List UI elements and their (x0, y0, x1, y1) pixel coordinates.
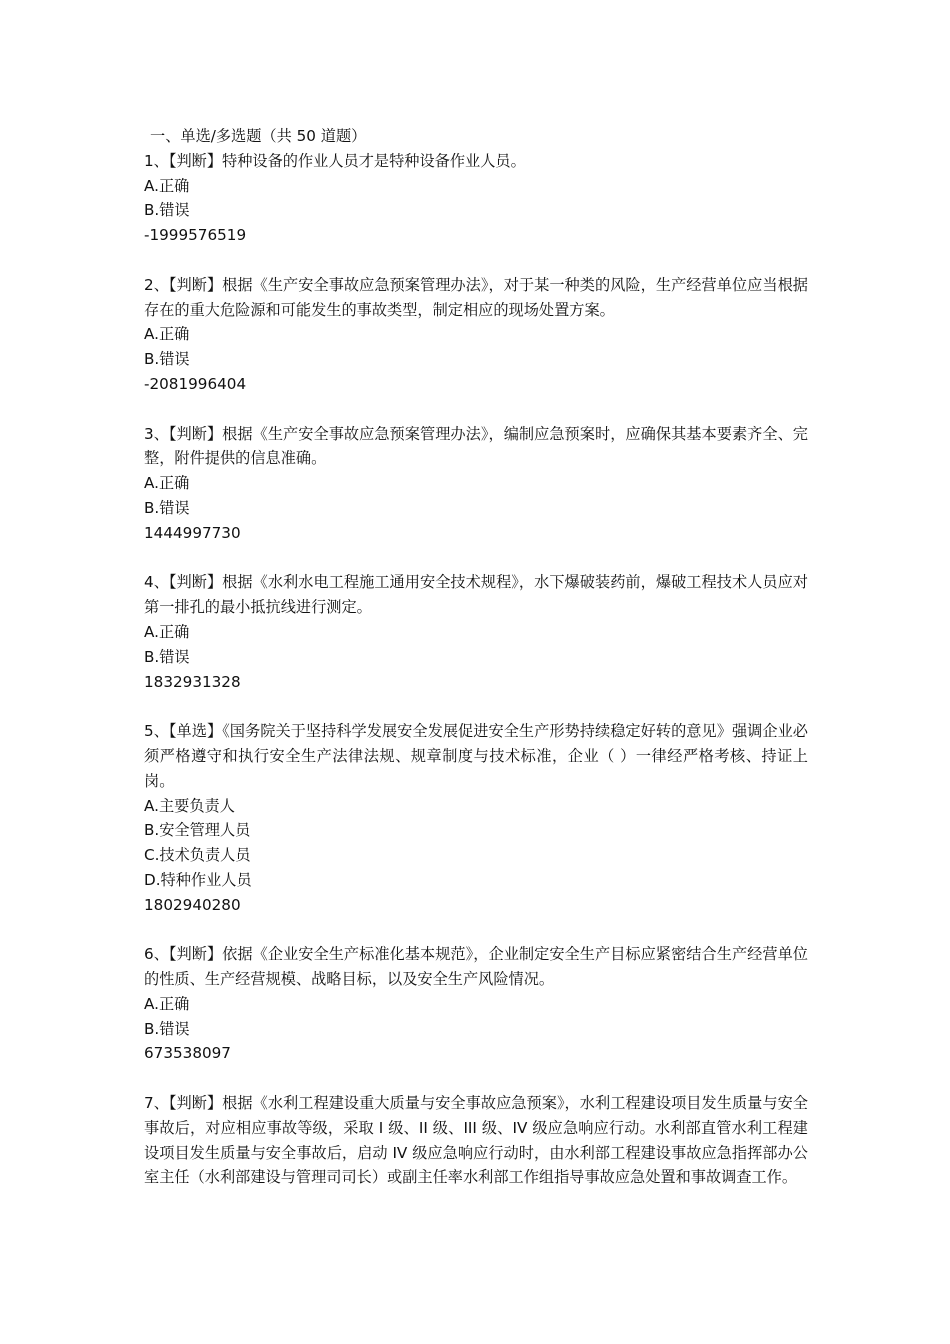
question-text: 7、【判断】根据《水利工程建设重大质量与安全事故应急预案》，水利工程建设项目发生质量与安全事故后，对应相应事故等级，采取 I 级、II 级、III 级、IV 级应急响应行动。水利部直管水利工程建设项目发生质量与安全事故后，启动 IV 级应急响应行动时，由水利部工程建设事故应急指挥部办公室主任（水利部建设与管理司司长）或副主任率水利部工作组指导事故应急处置和事故调查工作。 (144, 1094, 808, 1187)
option-b: B.安全管理人员 (144, 821, 251, 840)
question-text: 2、【判断】根据《生产安全事故应急预案管理办法》，对于某一种类的风险，生产经营单位应当根据存在的重大危险源和可能发生的事故类型，制定相应的现场处置方案。 (144, 275, 808, 319)
option-a: A.正确 (144, 325, 190, 344)
question-code: 1832931328 (144, 672, 241, 691)
document-body (144, 124, 808, 1215)
question-1 (144, 149, 808, 248)
question-text: 6、【判断】依据《企业安全生产标准化基本规范》，企业制定安全生产目标应紧密结合生产经营单位的性质、生产经营规模、战略目标，以及安全生产风险情况。 (144, 945, 808, 989)
option-b: B.错误 (144, 1019, 190, 1038)
question-text: 3、【判断】根据《生产安全事故应急预案管理办法》，编制应急预案时，应确保其基本要素齐全、完整，附件提供的信息准确。 (144, 424, 808, 468)
option-a: A.正确 (144, 474, 190, 493)
option-a: A.主要负责人 (144, 796, 235, 815)
question-3 (144, 422, 808, 546)
option-a: A.正确 (144, 176, 190, 195)
question-4 (144, 570, 808, 694)
option-a: A.正确 (144, 994, 190, 1013)
option-b: B.错误 (144, 647, 190, 666)
question-5 (144, 719, 808, 917)
question-code: -2081996404 (144, 374, 247, 393)
section-title: 一、单选/多选题（共 50 道题） (150, 127, 367, 145)
question-text: 5、【单选】《国务院关于坚持科学发展安全发展促进安全生产形势持续稳定好转的意见》强调企业必须严格遵守和执行安全生产法律法规、规章制度与技术标准，企业（ ）一律经严格考核、持证上岗。 (144, 722, 808, 790)
option-b: B.错误 (144, 350, 190, 369)
question-code: 673538097 (144, 1044, 231, 1063)
option-d: D.特种作业人员 (144, 870, 252, 889)
question-code: -1999576519 (144, 226, 247, 245)
question-text: 1、【判断】特种设备的作业人员才是特种设备作业人员。 (144, 151, 526, 170)
question-2 (144, 273, 808, 397)
question-code: 1802940280 (144, 895, 241, 914)
question-6 (144, 942, 808, 1066)
question-code: 1444997730 (144, 523, 241, 542)
option-b: B.错误 (144, 498, 190, 517)
option-b: B.错误 (144, 201, 190, 220)
question-text: 4、【判断】根据《水利水电工程施工通用安全技术规程》，水下爆破装药前，爆破工程技术人员应对第一排孔的最小抵抗线进行测定。 (144, 573, 808, 617)
option-c: C.技术负责人员 (144, 846, 251, 865)
question-7 (144, 1091, 808, 1190)
option-a: A.正确 (144, 622, 190, 641)
